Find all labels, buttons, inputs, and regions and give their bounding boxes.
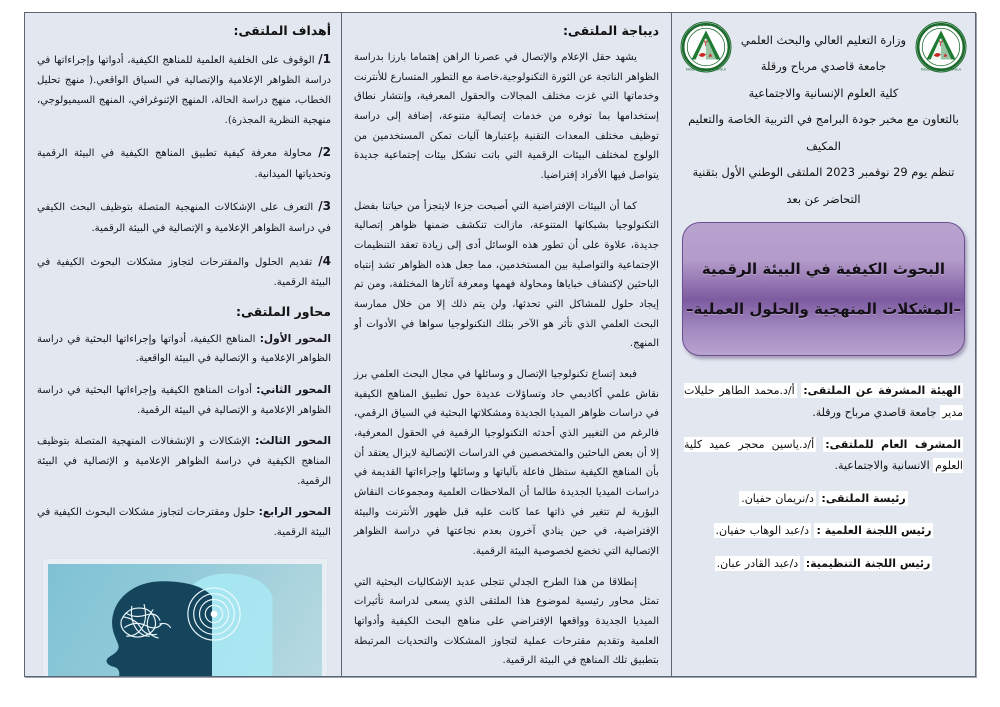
objective-text: محاولة معرفة كيفية تطبيق المناهج الكيفية في البيئة الرقمية وتحدياتها الميدانية.: [37, 148, 331, 180]
svg-text:جامعة قاصدي مرباح: جامعة قاصدي مرباح: [692, 23, 720, 28]
svg-text:KASDI MERBAH OUARGLA: KASDI MERBAH OUARGLA: [685, 67, 727, 72]
objective-item: [37, 141, 331, 184]
axis-label: المحور الرابع:: [258, 506, 331, 519]
objective-number: 3/: [318, 199, 331, 214]
svg-text:٢: ٢: [703, 38, 709, 49]
svg-text:KASDI MERBAH OUARGLA: KASDI MERBAH OUARGLA: [920, 67, 962, 72]
committee-person-name: د/نريمان حفيان.: [741, 491, 814, 505]
preamble-paragraph: فبعد إتساع تكنولوجيا الإتصال و وسائلها في مجال البحث العلمي برز نقاش علمي أكاديمي حاد وتساؤلات عديدة حول تطبيق المناهج الكيفية في دراسات ظواهر الميديا الجديدة ومشكلاتها البحثية في السياق الرقمي، فالرغم من التغيير الذي أحدثه التكنولوجيا الرقمية في الحقول المعرفية، إلا أن بعض الباحثين والمتخصصين في الدراسات الإتصالية لايزال يعتقد أن بأن المناهج الكيفية ستظل فاعلة بآلياتها و وسائلها وإجراءاتها القديمة في دراسات الميديا الجديدة طالما أن الملاحظات العلمية ومجموعات النقاش البؤرية لم تتغير في ذاتها عما كانت عليه قبل ظهور الأنترنت والبيئة الإفتراضية، في حين ينادي آخرون بعدم نجاعتها في دراسة الظواهر الإتصالية التي تخضع لخصوصية البيئة الرقمية.: [354, 369, 659, 558]
axes-heading: محاور الملتقى:: [236, 303, 331, 319]
header-line-event-date: تنظم يوم 29 نوفمبر 2023 الملتقى الوطني الأول بتقنية: [692, 165, 955, 180]
preamble-heading: ديباجة الملتقى:: [562, 23, 659, 38]
preamble-paragraph: يشهد حقل الإعلام والإتصال في عصرنا الراهن إهتماما بارزا بدراسة الظواهر الناتجة عن الثورة التكنولوجية،خاصة مع التطور المتسارع للأنترنت وخدماتها التي غزت مختلف المجالات والحقول المعرفية، وإنتشار نطاق إستخدامها بما توفره من خدمات إتصالية متنوعة، إضافة إلى دراسة توظيف مختلف المعدات التقنية بإعتبارها آليات تمكن المستخدمين من الولوج لمختلف البيئات الرقمية التي باتت تشكل بيئات إجتماعية جديدة يتواصل فيها الأفراد إفتراضيا.: [354, 52, 659, 182]
committee-person-name: د/عبد القادر عبان.: [716, 556, 799, 570]
axis-label: المحور الثالث:: [255, 435, 331, 448]
objective-number: 1/: [318, 52, 331, 66]
committee-item: [684, 488, 963, 509]
two-head-silhouettes-brain-illustration: [48, 564, 322, 676]
objective-number: 2/: [318, 145, 331, 160]
committee-role-label: الهيئة المشرفة عن الملتقى:: [803, 384, 961, 398]
institutional-header: [682, 19, 965, 212]
axis-text: حلول ومقترحات لتجاوز مشكلات البحوث الكيفية في البيئة الرقمية.: [37, 507, 331, 538]
preamble-paragraph: إنطلاقا من هذا الطرح الجدلي تتجلى عديد الإشكاليات البحثية التي تمثل محاور رئيسية لموضوع هذا الملتقى الذي يسعى لدراسة تأثيرات الميديا الجديدة وواقعها الإفتراضي على مناهج البحث الكيفية وأدواتها العلمية وتقديم مقترحات عملية لتجاوز المشكلات والتحديات المرتبطة بتطبيق تلك المناهج في البيئة الرقمية.: [354, 576, 659, 667]
preamble-paragraph: كما أن البيئات الإفتراضية التي أصبحت جزءا لايتجزأ من حياتنا بفضل التكنولوجيا بشبكاتها المتنوعة، مازالت تنكشف ضمنها ظواهر إتصالية جديدة، علاوة على أن تطور هذه الوسائل أدى إلى زيادة تعقد التنظيمات الإجتماعية والتواصلية بين المستخدمين، مما جعل هذه الظواهر تشد إنتباه الباحثين لإكتشاف خباياها ومحاولة فهمها ومعرفة آثارها المختلفة، ومن تم إيجاد حلول للمشاكل التي تحدثها، ولن يتم ذلك إلا من خلال ممارسة البحث العلمي الذي تأثر هو الآخر بتلك التكنولوجيا سواها في الأدوات أو المنهج.: [354, 200, 659, 350]
illustration-frame: [43, 559, 327, 676]
committee-item: [684, 520, 963, 541]
objective-text: تقديم الحلول والمقترحات لتجاوز مشكلات البحوث الكيفية في البيئة الرقمية.: [37, 256, 331, 288]
committee-role-label: رئيس اللجنة العلمية :: [816, 524, 932, 538]
objective-item: [37, 48, 331, 130]
committee-person-name: د/عبد الوهاب حفيان.: [715, 524, 809, 538]
conference-title-main: البحوث الكيفية في البيئة الرقمية: [701, 260, 946, 279]
committee-role-label: المشرف العام للملتقى:: [825, 438, 961, 452]
conference-title-subtitle: –المشكلات المنهجية والحلول العملية–: [686, 300, 961, 319]
header-line-collaboration: بالتعاون مع مخبر جودة البرامج في التربية الخاصة والتعليم المكيف: [688, 112, 959, 153]
title-plaque-wrapper: [682, 216, 965, 366]
poster-container: [24, 12, 976, 677]
conference-title-plaque: [682, 222, 965, 356]
university-seal-icon-secondary: [680, 21, 732, 73]
committee-person-extra: جامعة قاصدي مرباح ورقلة.: [812, 405, 937, 419]
tangled-brain-icon: [114, 594, 176, 652]
column-preamble: [341, 13, 671, 676]
objective-text: التعرف على الإشكالات المنهجية المتصلة بتوظيف البحث الكيفي في دراسة الظواهر الإعلامية و الإتصالية في البيئة الرقمية.: [37, 202, 331, 234]
university-seal-icon: [915, 21, 967, 73]
header-line-university: جامعة قاصدي مرباح ورقلة: [760, 59, 887, 74]
column-objectives-and-axes: [25, 13, 341, 676]
svg-text:٢: ٢: [938, 38, 944, 49]
column-header-and-committee: [671, 13, 975, 676]
objective-text: الوقوف على الخلفية العلمية للمناهج الكيفية، أدواتها وإجراءاتها في دراسة الظواهر الإعلامية والإتصالية في السياق الواقعي.( منهج تحليل الخطاب، منهج دراسة الحالة، المنهج الإثنوغرافي، المنهج السيميولوجي، منهجية النظرية المجذرة).: [37, 55, 331, 126]
header-line-mode: التحاضر عن بعد: [786, 191, 861, 206]
committee-role-label: رئيس اللجنة التنظيمية:: [805, 556, 931, 570]
committee-item: [684, 553, 963, 574]
committee-person-name: أ/د.محمد الطاهر حليلات مدير: [684, 384, 963, 419]
axis-text: أدوات المناهج الكيفية وإجراءاتها البحثية في دراسة الظواهر الإعلامية و الإتصالية في البيئة الرقمية.: [37, 384, 331, 416]
objective-item: [37, 195, 331, 238]
header-line-ministry: وزارة التعليم العالي والبحث العلمي: [740, 33, 907, 47]
committee-role-label: رئيسة الملتقى:: [821, 491, 906, 505]
header-line-faculty: كلية العلوم الإنسانية والاجتماعية: [748, 85, 899, 100]
objective-number: 4/: [318, 253, 331, 268]
committee-person-extra: الانسانية والاجتماعية.: [834, 459, 930, 473]
axis-text: المناهج الكيفية، أدواتها وإجراءاتها البحثية في دراسة الظواهر الإعلامية و الإتصالية في البيئة الواقعية.: [37, 333, 331, 365]
committee-item: [684, 380, 963, 423]
objective-item: [37, 250, 331, 293]
svg-text:جامعة قاصدي مرباح: جامعة قاصدي مرباح: [927, 23, 955, 28]
axis-label: المحور الأول:: [259, 332, 332, 345]
axis-text: الإشكالات و الإنشغالات المنهجية المتصلة بتوظيف المناهج الكيفية في دراسة الظواهر الإعلامية و الإتصالية في البيئة الرقمية.: [37, 436, 331, 487]
objectives-heading: أهداف الملتقى:: [233, 23, 331, 38]
axis-label: المحور الثاني:: [256, 383, 331, 396]
committee-list: [682, 366, 965, 574]
signal-ripple-icon: [185, 585, 243, 643]
axis-item: [37, 502, 331, 542]
committee-item: [684, 434, 963, 477]
axis-item: [37, 329, 331, 369]
axis-item: [37, 431, 331, 491]
committee-person-name: أ/د.ياسين محجر عميد كلية العلوم: [684, 438, 963, 473]
axis-item: [37, 380, 331, 420]
